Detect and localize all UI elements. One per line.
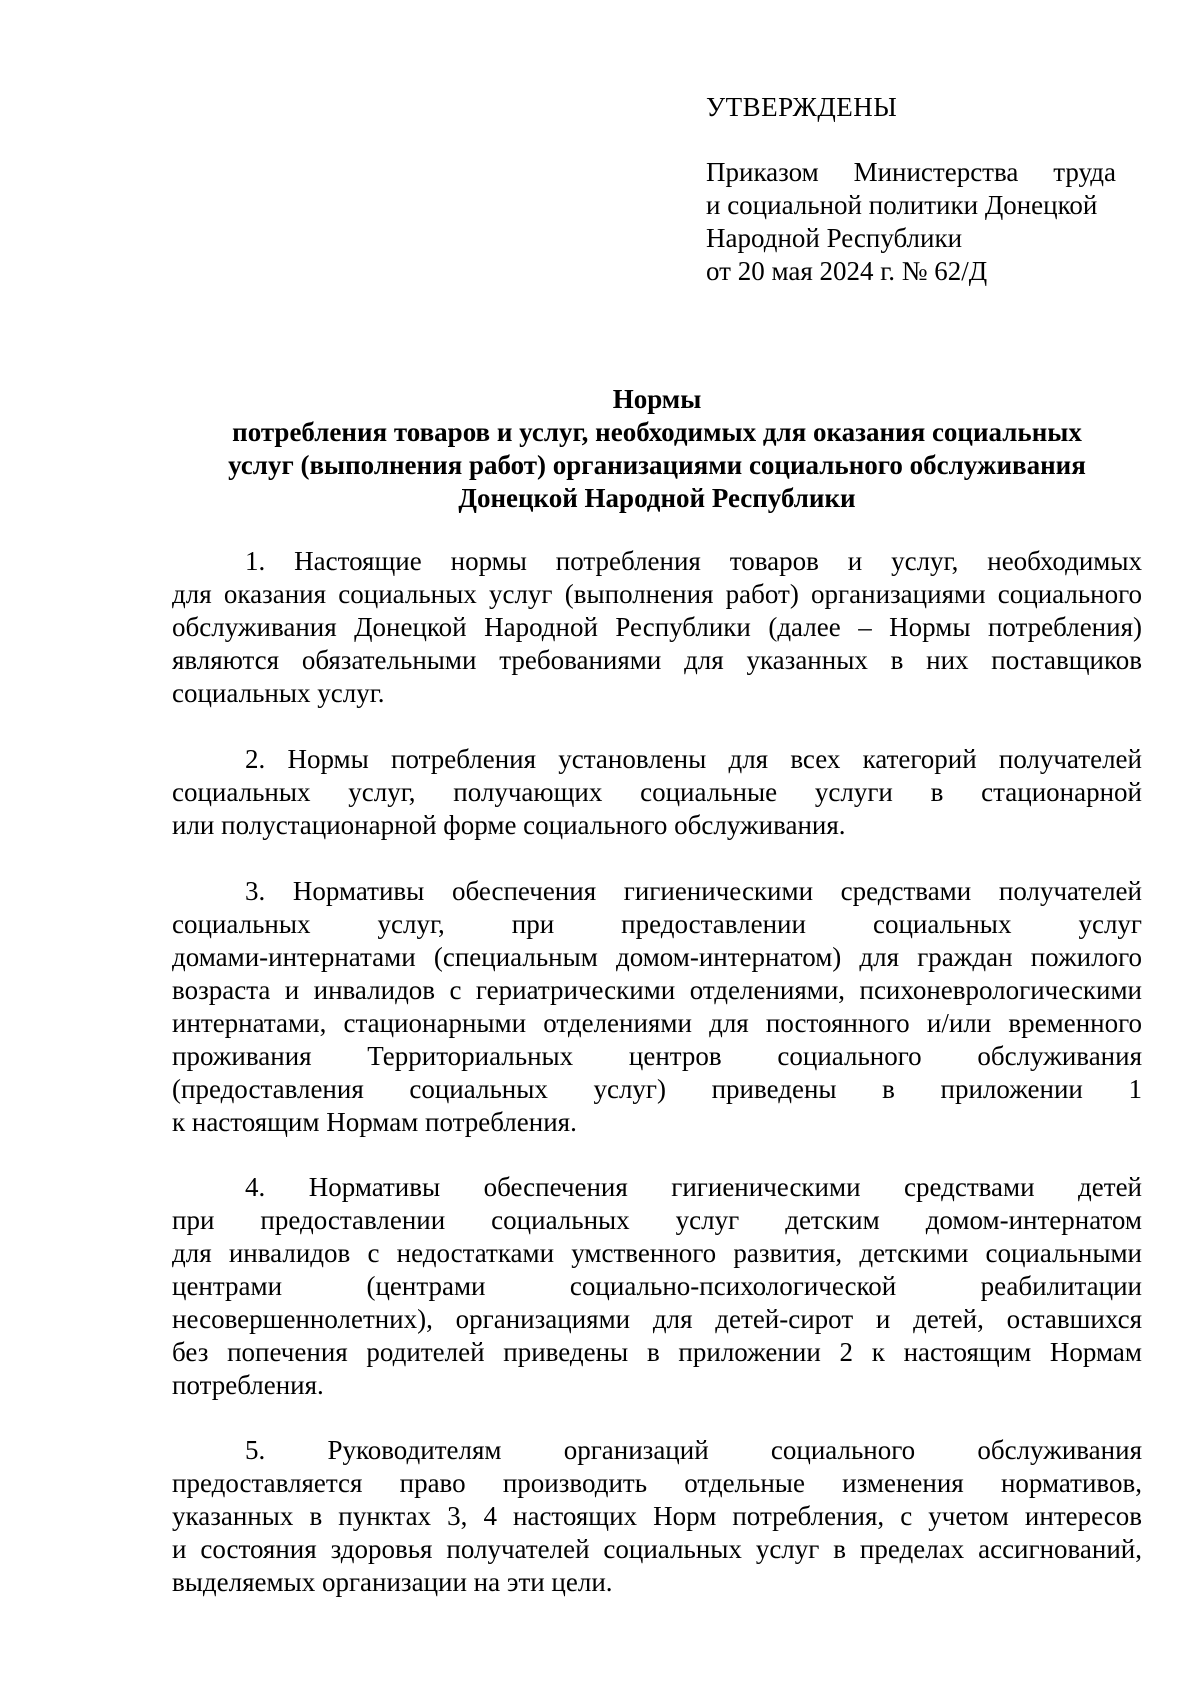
title-line: Донецкой Народной Республики [458,483,856,513]
paragraph-line: центрами (центрами социально-психологической реабилитации [172,1271,1142,1301]
approval-heading: УТВЕРЖДЕНЫ [706,92,898,122]
approval-order-block [706,156,1116,288]
paragraph-line: 1. Настоящие нормы потребления товаров и услуг, необходимых [245,546,1142,576]
title-line: потребления товаров и услуг, необходимых для оказания социальных [232,417,1082,447]
paragraph-line: (предоставления социальных услуг) приведены в приложении 1 [172,1074,1142,1104]
title-line: Нормы [612,384,702,414]
paragraph-line: к настоящим Нормам потребления. [172,1107,577,1137]
paragraph-line: 3. Нормативы обеспечения гигиеническими средствами получателей [245,876,1142,906]
paragraph-1 [172,545,1142,710]
paragraph-line: или полустационарной форме социального обслуживания. [172,810,846,840]
approval-line: и социальной политики Донецкой [706,190,1098,220]
approval-line: Народной Республики [706,223,963,253]
paragraph-line: социальных услуг. [172,678,385,708]
paragraph-line: 5. Руководителям организаций социального обслуживания [245,1435,1142,1465]
paragraph-3 [172,875,1142,1139]
paragraph-line: являются обязательными требованиями для указанных в них поставщиков [172,645,1142,675]
paragraph-line: и состояния здоровья получателей социальных услуг в пределах ассигнований, [172,1534,1142,1564]
paragraph-line: выделяемых организации на эти цели. [172,1567,613,1597]
paragraph-line: при предоставлении социальных услуг детским домом-интернатом [172,1205,1142,1235]
paragraph-line: несовершеннолетних), организациями для детей-сирот и детей, оставшихся [172,1304,1142,1334]
paragraph-line: интернатами, стационарными отделениями для постоянного и/или временного [172,1008,1142,1038]
paragraph-line: 4. Нормативы обеспечения гигиеническими средствами детей [245,1172,1142,1202]
paragraph-line: домами-интернатами (специальным домом-интернатом) для граждан пожилого [172,942,1142,972]
document-title [172,383,1142,515]
paragraph-line: социальных услуг, получающих социальные услуги в стационарной [172,777,1142,807]
paragraph-line: предоставляется право производить отдельные изменения нормативов, [172,1468,1142,1498]
approval-line: от 20 мая 2024 г. № 62/Д [706,256,988,286]
paragraph-line: проживания Территориальных центров социального обслуживания [172,1041,1142,1071]
approval-line: Приказом Министерства труда [706,157,1116,187]
paragraph-5 [172,1434,1142,1599]
paragraph-2 [172,743,1142,842]
paragraph-line: возраста и инвалидов с гериатрическими отделениями, психоневрологическими [172,975,1142,1005]
title-line: услуг (выполнения работ) организациями социального обслуживания [228,450,1086,480]
paragraph-line: указанных в пунктах 3, 4 настоящих Норм потребления, с учетом интересов [172,1501,1142,1531]
paragraph-line: 2. Нормы потребления установлены для всех категорий получателей [245,744,1142,774]
paragraph-line: для оказания социальных услуг (выполнения работ) организациями социального [172,579,1142,609]
paragraph-4 [172,1171,1142,1402]
paragraph-line: социальных услуг, при предоставлении социальных услуг [172,909,1142,939]
paragraph-line: обслуживания Донецкой Народной Республики (далее – Нормы потребления) [172,612,1142,642]
paragraph-line: без попечения родителей приведены в приложении 2 к настоящим Нормам [172,1337,1142,1367]
paragraph-line: для инвалидов с недостатками умственного развития, детскими социальными [172,1238,1142,1268]
paragraph-line: потребления. [172,1370,324,1400]
